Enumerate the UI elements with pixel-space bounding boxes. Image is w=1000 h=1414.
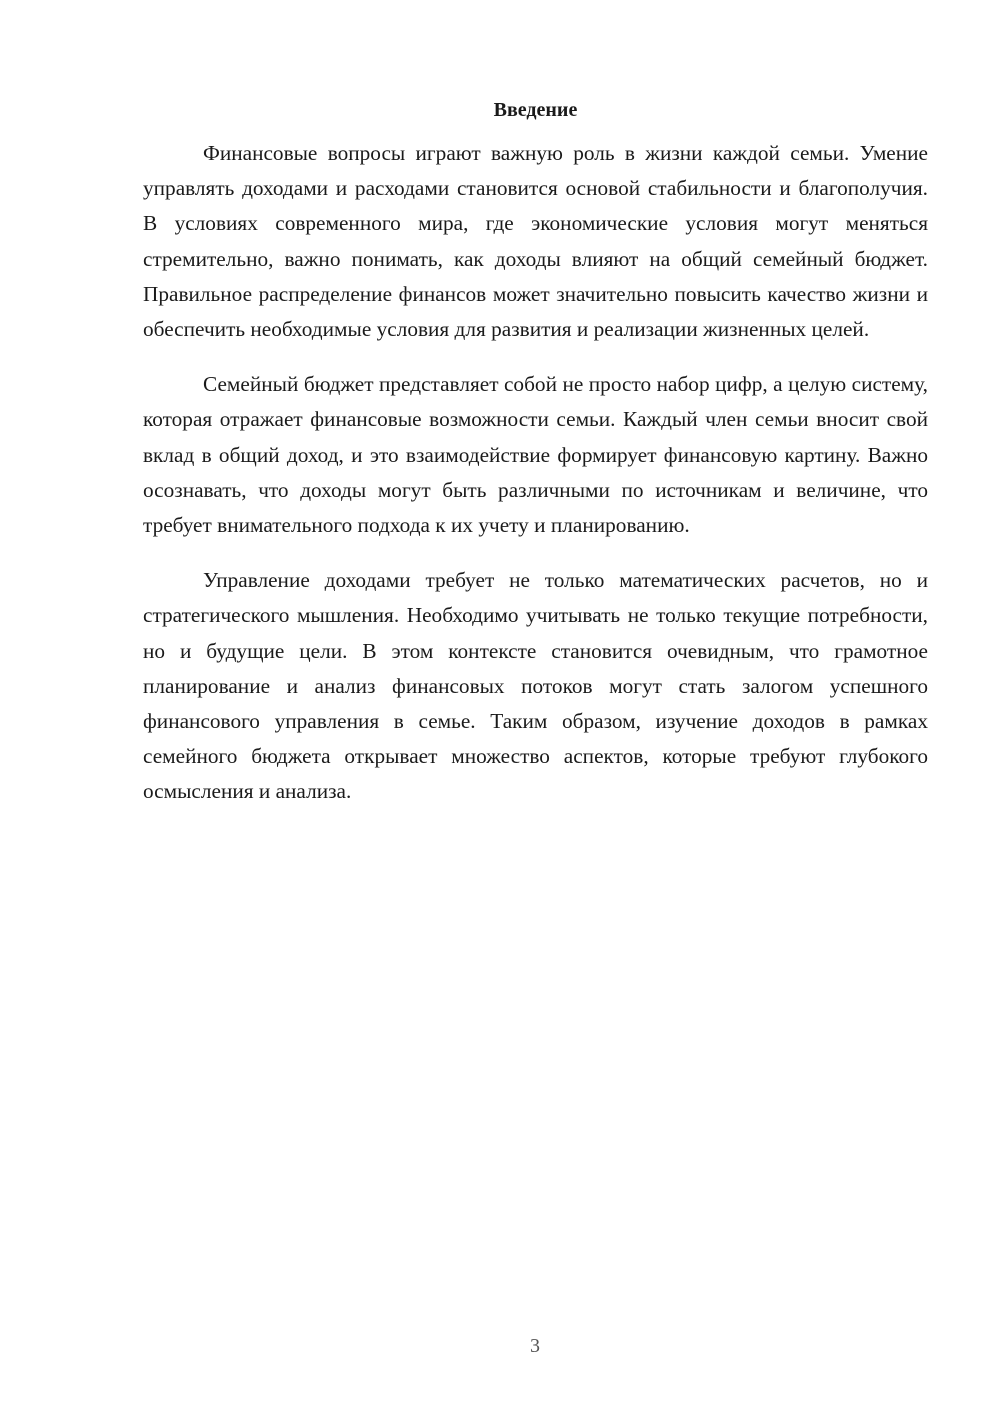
- page-body: [143, 96, 928, 830]
- paragraph-1: Финансовые вопросы играют важную роль в жизни каждой семьи. Умение управлять доходами и расходами становится основой стабильности и благополучия. В условиях современного мира, где экономические условия могут меняться стремительно, важно понимать, как доходы влияют на общий семейный бюджет. Правильное распределение финансов может значительно повысить качество жизни и обеспечить необходимые условия для развития и реализации жизненных целей.: [143, 141, 928, 342]
- page-number: 3: [530, 1335, 540, 1357]
- paragraph-2: Семейный бюджет представляет собой не просто набор цифр, а целую систему, которая отражает финансовые возможности семьи. Каждый член семьи вносит свой вклад в общий доход, и это взаимодействие формирует финансовую картину. Важно осознавать, что доходы могут быть различными по источникам и величине, что требует внимательного подхода к их учету и планированию.: [143, 372, 928, 538]
- section-title: Введение: [493, 99, 578, 121]
- paragraph-3: Управление доходами требует не только математических расчетов, но и стратегического мышления. Необходимо учитывать не только текущие потребности, но и будущие цели. В этом контексте становится очевидным, что грамотное планирование и анализ финансовых потоков могут стать залогом успешного финансового управления в семье. Таким образом, изучение доходов в рамках семейного бюджета открывает множество аспектов, которые требуют глубокого осмысления и анализа.: [143, 568, 928, 804]
